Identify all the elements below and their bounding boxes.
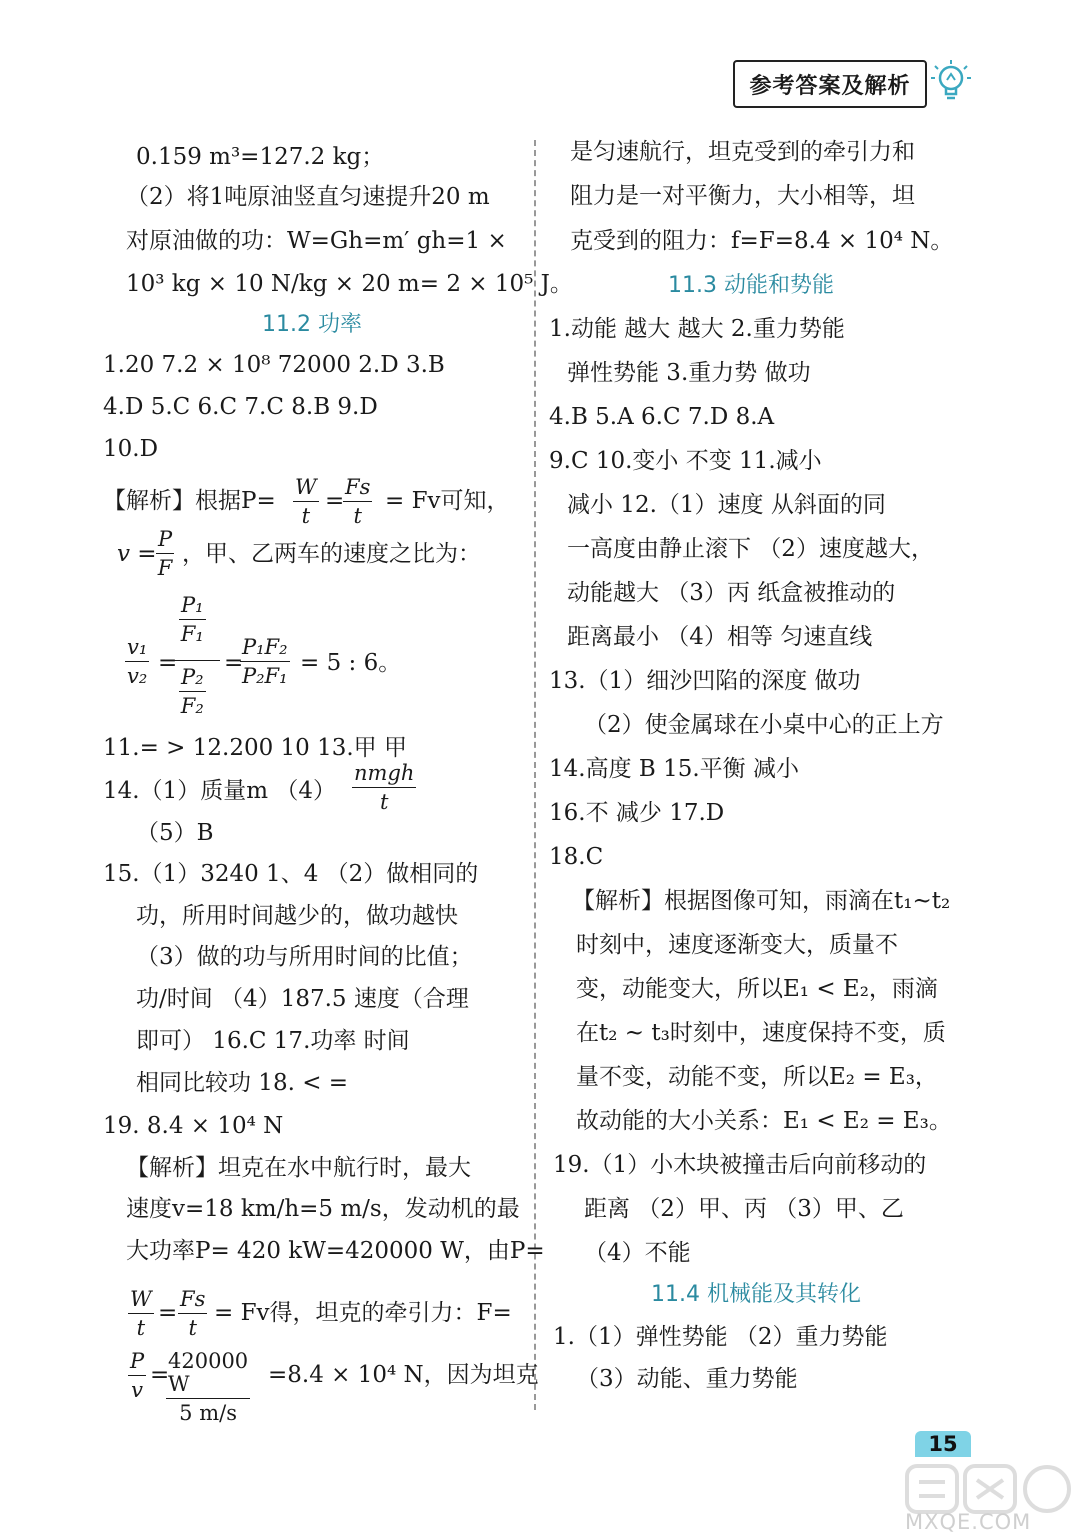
answer-line: （2）使金属球在小桌中心的正上方 <box>584 712 944 738</box>
analysis-text: =8.4 × 10⁴ N，因为坦克 <box>268 1362 539 1388</box>
denominator: v₂ <box>127 664 148 689</box>
text-line: 阻力是一对平衡力，大小相等，坦 <box>570 183 915 209</box>
fraction-p2-f2 <box>179 666 206 718</box>
analysis-text: 变，动能变大，所以E₁ < E₂，雨滴 <box>576 976 938 1002</box>
answer-line: 10.D <box>103 436 159 462</box>
fraction-bar <box>174 660 220 661</box>
compound-fraction <box>174 594 220 732</box>
equals: = <box>158 1300 178 1326</box>
fraction-w-t <box>293 476 319 528</box>
fraction-p1f2-p2f1 <box>240 636 290 688</box>
page-number: 15 <box>915 1431 971 1457</box>
numerator: 420000 W <box>166 1350 250 1399</box>
denominator: t <box>353 504 362 529</box>
text-line: 0.159 m³=127.2 kg； <box>136 144 385 170</box>
denominator: t <box>136 1316 146 1341</box>
equals: = <box>224 650 244 676</box>
numerator: W <box>293 476 319 502</box>
denominator: P₂F₁ <box>242 664 288 689</box>
analysis-text: 量不变，动能不变，所以E₂ = E₃， <box>576 1064 938 1090</box>
answer-line: 距离最小 （4）相等 匀速直线 <box>567 624 873 650</box>
analysis-text: = Fv可知， <box>385 488 510 514</box>
numerator: Fs <box>178 1288 207 1314</box>
answer-line: （3）做的功与所用时间的比值； <box>136 944 473 970</box>
section-title: 11.3 动能和势能 <box>668 273 834 298</box>
answer-line: 1.20 7.2 × 10⁸ 72000 2.D 3.B <box>103 352 445 378</box>
text-line: （2）将1吨原油竖直匀速提升20 m <box>126 184 490 210</box>
column-divider <box>534 140 536 1410</box>
answer-line: （4）不能 <box>584 1240 691 1266</box>
section-title: 11.2 功率 <box>262 312 362 337</box>
text-line: 对原油做的功：W=Gh=m′ gh=1 × <box>126 228 507 254</box>
answer-line: 18.C <box>549 844 604 870</box>
answer-line: 13.（1）细沙凹陷的深度 做功 <box>549 668 861 694</box>
answer-line: 1.动能 越大 越大 2.重力势能 <box>549 316 845 342</box>
denominator: t <box>188 1316 197 1341</box>
denominator: 5 m/s <box>179 1401 237 1426</box>
denominator: t <box>301 504 311 529</box>
watermark-logo <box>905 1462 1075 1516</box>
text-line: 克受到的阻力：f=F=8.4 × 10⁴ N。 <box>570 228 954 254</box>
numerator: W <box>128 1288 154 1314</box>
analysis-text: 【解析】根据P= <box>103 488 276 514</box>
ratio-result: = 5 : 6。 <box>300 650 402 676</box>
formula-v: v = <box>117 541 157 567</box>
fraction-p1-f1 <box>179 594 206 646</box>
watermark-text: MXQE.COM <box>905 1510 1032 1534</box>
analysis-text: 大功率P= 420 kW=420000 W，由P= <box>126 1238 545 1264</box>
denominator: F₂ <box>180 694 204 719</box>
fraction-w-t <box>128 1288 154 1340</box>
analysis-text: 速度v=18 km/h=5 m/s，发动机的最 <box>126 1196 520 1222</box>
answer-line: 动能越大 （3）丙 纸盒被推动的 <box>567 580 896 606</box>
fraction-fs-t <box>178 1288 207 1340</box>
answer-line: 1.（1）弹性势能 （2）重力势能 <box>553 1324 888 1350</box>
header-title: 参考答案及解析 <box>733 60 927 108</box>
answer-line: 4.B 5.A 6.C 7.D 8.A <box>549 404 775 430</box>
denominator: F₁ <box>180 622 204 647</box>
answer-line: 功，所用时间越少的，做功越快 <box>136 903 458 929</box>
analysis-text: = Fv得，坦克的牵引力：F= <box>214 1300 512 1326</box>
numerator: P₁F₂ <box>240 636 290 662</box>
answer-line: 距离 （2）甲、丙 （3）甲、乙 <box>584 1196 904 1222</box>
fraction-p-f <box>156 528 174 580</box>
denominator: v <box>131 1378 143 1403</box>
analysis-text: 【解析】坦克在水中航行时，最大 <box>126 1155 471 1181</box>
text-line: 是匀速航行，坦克受到的牵引力和 <box>570 139 915 165</box>
answer-line: 19. 8.4 × 10⁴ N <box>103 1113 284 1139</box>
answer-line: 14.高度 B 15.平衡 减小 <box>549 756 799 782</box>
answer-line: 即可） 16.C 17.功率 时间 <box>136 1028 410 1054</box>
fraction-nmgh-t <box>352 762 416 814</box>
fraction-v1-v2 <box>125 636 149 688</box>
answer-line: （5）B <box>136 820 214 846</box>
answer-line: 一高度由静止滚下 （2）速度越大， <box>567 536 934 562</box>
answer-line: 15.（1）3240 1、4 （2）做相同的 <box>103 861 479 887</box>
answer-line: 19.（1）小木块被撞击后向前移动的 <box>553 1152 927 1178</box>
fraction-p-v <box>128 1350 146 1402</box>
analysis-text: ，甲、乙两车的速度之比为： <box>182 541 481 567</box>
analysis-text: 时刻中，速度逐渐变大，质量不 <box>576 932 898 958</box>
numerator: P <box>128 1350 146 1376</box>
equals: = <box>150 1362 170 1388</box>
fraction-power-speed <box>166 1350 250 1425</box>
answer-line: 相同比较功 18. < = <box>136 1070 349 1096</box>
answer-line: 4.D 5.C 6.C 7.C 8.B 9.D <box>103 394 378 420</box>
denominator: t <box>379 790 389 815</box>
lightbulb-icon <box>927 58 975 106</box>
equals: = <box>325 488 345 514</box>
analysis-text: 【解析】根据图像可知，雨滴在t₁~t₂ <box>572 888 951 914</box>
answer-line: 16.不 减少 17.D <box>549 800 725 826</box>
answer-line: 弹性势能 3.重力势 做功 <box>567 360 811 386</box>
answer-line: 功/时间 （4）187.5 速度（合理 <box>136 986 469 1012</box>
analysis-text: 故动能的大小关系：E₁ < E₂ = E₃。 <box>576 1108 952 1134</box>
answer-line: 9.C 10.变小 不变 11.减小 <box>549 448 822 474</box>
fraction-fs-t <box>343 476 372 528</box>
numerator: nmgh <box>352 762 416 788</box>
numerator: Fs <box>343 476 372 502</box>
answer-line: 11.= > 12.200 10 13.甲 甲 <box>103 735 407 761</box>
numerator: P <box>156 528 174 554</box>
answer-line: 减小 12.（1）速度 从斜面的同 <box>567 492 886 518</box>
answer-line: （3）动能、重力势能 <box>576 1366 798 1392</box>
text-line: 10³ kg × 10 N/kg × 20 m= 2 × 10⁵ J。 <box>126 271 573 297</box>
answer-line: 14.（1）质量m （4） <box>103 778 336 804</box>
numerator: v₁ <box>125 636 149 662</box>
numerator: P₁ <box>179 594 206 620</box>
numerator: P₂ <box>179 666 206 692</box>
analysis-text: 在t₂ ~ t₃时刻中，速度保持不变，质 <box>576 1020 946 1046</box>
section-title: 11.4 机械能及其转化 <box>651 1282 861 1307</box>
denominator: F <box>157 556 173 581</box>
equals: = <box>158 650 178 676</box>
